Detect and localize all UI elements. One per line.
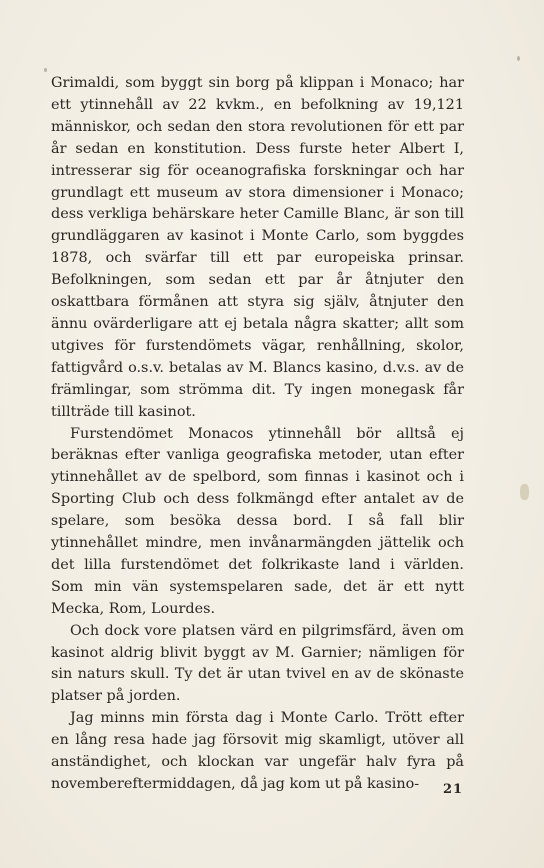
paper-speck [517, 56, 520, 61]
paper-speck [44, 68, 47, 72]
paper-stain [520, 484, 529, 500]
page-number: 21 [443, 782, 464, 797]
paragraph: Furstendömet Monacos ytinnehåll bör alltså ej beräknas efter vanliga geografiska metoder, utan efter ytinnehållet av de spelbord, som finnas i kasinot och i Sporting Club och dess folkmängd efter antalet av de spelare, som besöka dessa bord. I så fall blir ytinnehållet mindre, men invånarmängden jättelik och det lilla furstendömet det folkrikaste land i världen. Som min vän systemspelaren sade, det är ett nytt Mecka, Rom, Lourdes. [51, 425, 464, 617]
paragraph: Jag minns min första dag i Monte Carlo. Trött efter en lång resa hade jag försovit mig skamligt, utöver all anständighet, och klockan var ungefär halv fyra på novembereftermiddagen, då jag kom ut på kasino- [51, 710, 464, 792]
paragraph-continued: Grimaldi, som byggt sin borg på klippan i Monaco; har ett ytinnehåll av 22 kvkm., en befolkning av 19,121 människor, och sedan den stora revolutionen för ett par år sedan en konstitution. Dess furste heter Albert I, intresserar sig för oceanografiska forskningar och har grundlagt ett museum av stora dimensioner i Monaco; dess verkliga behärskare heter Camille Blanc, är son till grundläggaren av kasinot i Monte Carlo, som byggdes 1878, och svärfar till ett par europeiska prinsar. Befolkningen, som sedan ett par år åtnjuter den oskattbara förmånen att styra sig själv, åtnjuter den ännu ovärderligare att ej betala några skatter; allt som utgives för furstendömets vägar, renhållning, skolor, fattigvård o.s.v. betalas av M. Blancs kasino, d.v.s. av de främlingar, som strömma dit. Ty ingen monegask får tillträde till kasinot. [51, 75, 464, 420]
body-text [51, 73, 464, 796]
paragraph: Och dock vore platsen värd en pilgrimsfärd, även om kasinot aldrig blivit byggt av M. Garnier; nämligen för sin naturs skull. Ty det är utan tvivel en av de skönaste platser på jorden. [51, 622, 464, 705]
